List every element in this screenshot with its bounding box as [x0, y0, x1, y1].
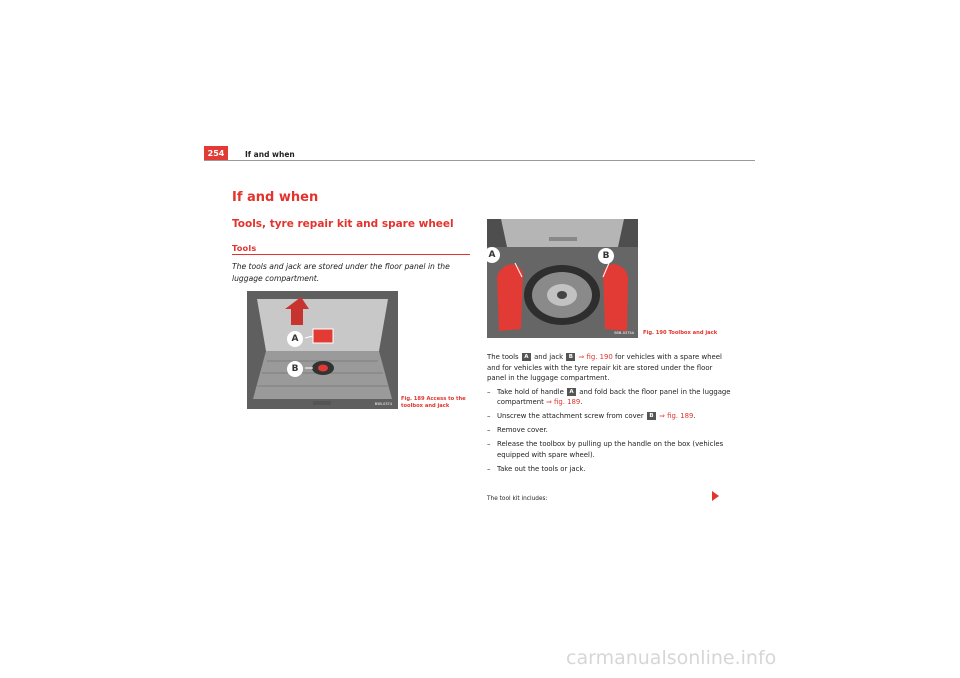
figure-189-image	[247, 291, 398, 409]
text-span: The tools	[487, 353, 519, 361]
figure-189-caption: Fig. 189 Access to the toolbox and jack	[401, 396, 466, 409]
running-title: If and when	[245, 150, 295, 159]
callout-a: A	[487, 247, 500, 263]
step-item	[487, 439, 732, 460]
figure-code: B5B-0375A	[614, 331, 634, 335]
topic-heading: Tools	[232, 243, 257, 253]
text-span: and fold back the floor panel in the luggage compartment	[497, 387, 731, 407]
intro-text: The tools and jack are stored under the floor panel in the luggage compartment.	[232, 262, 450, 283]
callout-b: B	[287, 361, 303, 377]
text-span: for vehicles with a spare wheel and for vehicles with the tyre repair kit are stored under the floor panel in the luggage compartment.	[487, 353, 722, 383]
label-b-badge: B	[647, 412, 656, 420]
callout-a: A	[287, 331, 303, 347]
body-text	[487, 352, 732, 478]
figure-link[interactable]: ⇒ fig. 189	[546, 398, 581, 407]
figure-link[interactable]: ⇒ fig. 190	[578, 353, 613, 361]
step-item	[487, 387, 732, 408]
label-a-badge: A	[567, 388, 576, 396]
text-span: Remove cover.	[497, 426, 548, 435]
header-divider	[204, 160, 755, 161]
section-subtitle: Tools, tyre repair kit and spare wheel	[232, 218, 454, 230]
topic-divider	[232, 254, 470, 255]
step-item	[487, 411, 732, 422]
tool-kit-text: The tool kit includes:	[487, 496, 548, 502]
figure-190-caption: Fig. 190 Toolbox and jack	[643, 330, 718, 336]
callout-b: B	[598, 248, 614, 264]
watermark: carmanualsonline.info	[566, 647, 777, 669]
label-a-badge: A	[522, 353, 531, 361]
step-item	[487, 464, 732, 475]
page-number: 254	[204, 146, 228, 161]
dash: –	[487, 426, 491, 435]
dash: –	[487, 464, 491, 473]
figure-link[interactable]: ⇒ fig. 189	[659, 412, 694, 421]
text-span: and jack	[534, 353, 564, 361]
step-item	[487, 425, 732, 436]
text-span: .	[580, 398, 583, 407]
intro-paragraph	[487, 352, 732, 384]
text-span: Take out the tools or jack.	[497, 464, 586, 473]
text-span: .	[693, 412, 696, 421]
figure-code: B5B-0374	[374, 402, 392, 406]
continue-arrow-icon[interactable]	[712, 491, 719, 501]
figure-190-image	[487, 219, 638, 338]
dash: –	[487, 412, 491, 421]
dash: –	[487, 440, 491, 449]
text-span: Release the toolbox by pulling up the handle on the box (vehicles equipped with spare wheel).	[497, 440, 724, 459]
label-b-badge: B	[566, 353, 575, 361]
dash: –	[487, 387, 491, 396]
text-span: Unscrew the attachment screw from cover	[497, 412, 644, 421]
section-title: If and when	[232, 190, 319, 205]
text-span: Take hold of handle	[497, 387, 564, 396]
